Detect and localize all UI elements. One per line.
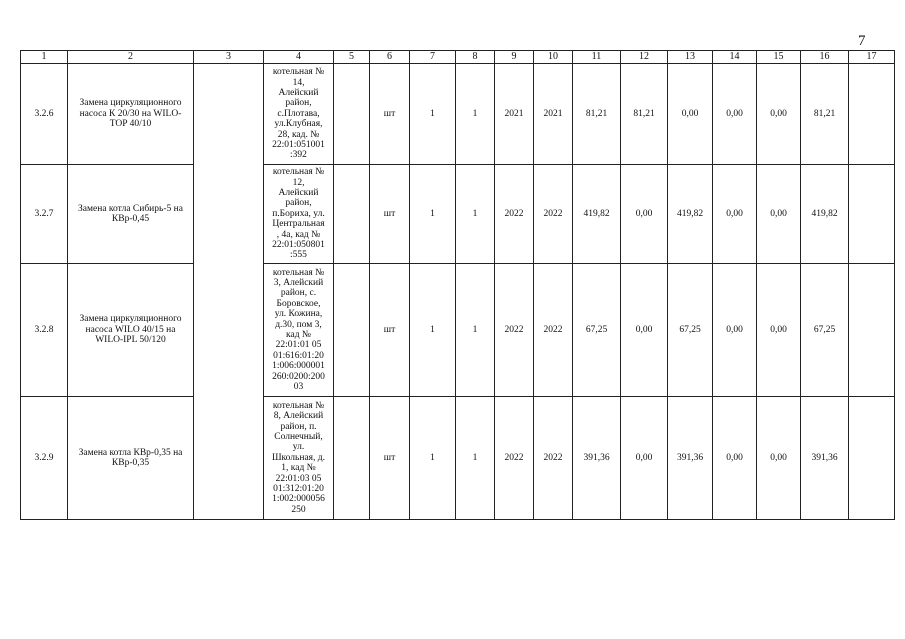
header-cell: 13: [668, 51, 713, 64]
amount-cell: 391,36: [801, 397, 849, 520]
amount-cell: 0,00: [621, 264, 668, 397]
amount-cell: 0,00: [713, 397, 757, 520]
value-cell: 1: [410, 397, 456, 520]
location-line: 1:006:000001: [272, 361, 325, 372]
value-cell: 1: [456, 64, 495, 165]
table-row: [21, 397, 895, 520]
header-cell: 15: [757, 51, 801, 64]
value-cell: 1: [410, 165, 456, 264]
location-line: Солнечный,: [274, 431, 323, 442]
amount-cell: 391,36: [668, 397, 713, 520]
unit-cell: шт: [370, 64, 410, 165]
header-cell: 17: [849, 51, 895, 64]
location-line: 22:01:050801: [272, 240, 325, 251]
location-line: Алейский: [278, 187, 319, 198]
header-cell: 3: [194, 51, 264, 64]
location-line: ул. Кожина,: [274, 309, 323, 320]
header-cell: 5: [334, 51, 370, 64]
header-cell: 10: [534, 51, 573, 64]
column-17-cell: [849, 397, 895, 520]
amount-cell: 67,25: [801, 264, 849, 397]
location-line: 01:616:01:20: [273, 350, 324, 361]
location-line: :555: [290, 250, 307, 261]
item-name: [68, 165, 194, 264]
amount-cell: 0,00: [713, 165, 757, 264]
amount-cell: 0,00: [668, 64, 713, 165]
location-line: 3, Алейский: [273, 277, 324, 288]
location-line: котельная №: [272, 267, 325, 278]
amount-cell: 0,00: [621, 165, 668, 264]
header-cell: 6: [370, 51, 410, 64]
amount-cell: 0,00: [757, 64, 801, 165]
column-17-cell: [849, 264, 895, 397]
location-line: 22:01:051001: [272, 140, 325, 151]
item-code: 3.2.7: [21, 165, 68, 264]
year-cell: 2022: [495, 397, 534, 520]
amount-cell: 419,82: [668, 165, 713, 264]
year-cell: 2021: [495, 64, 534, 165]
item-name-line: Замена циркуляционного: [79, 98, 182, 109]
location-line: котельная №: [272, 67, 325, 78]
location-line: с.Плотава,: [277, 108, 320, 119]
location-line: 14,: [292, 77, 305, 88]
unit-cell: шт: [370, 264, 410, 397]
location-line: 12,: [292, 177, 305, 188]
amount-cell: 391,36: [573, 397, 621, 520]
location-line: 22:01:01 05: [275, 340, 322, 351]
item-name: [68, 64, 194, 165]
value-cell: 1: [456, 165, 495, 264]
location-line: район, с.: [280, 288, 317, 299]
amount-cell: 0,00: [757, 264, 801, 397]
location-line: район,: [285, 98, 312, 109]
year-cell: 2022: [534, 264, 573, 397]
header-cell: 8: [456, 51, 495, 64]
year-cell: 2022: [534, 165, 573, 264]
table-row: [21, 264, 895, 397]
column-17-cell: [849, 64, 895, 165]
header-cell: 16: [801, 51, 849, 64]
item-name: [68, 397, 194, 520]
column-5-cell: [334, 397, 370, 520]
year-cell: 2022: [495, 165, 534, 264]
location-line: Центральная: [272, 219, 325, 230]
year-cell: 2021: [534, 64, 573, 165]
value-cell: 1: [410, 264, 456, 397]
location-line: Школьная, д.: [271, 452, 326, 463]
location-line: :392: [290, 150, 307, 161]
amount-cell: 67,25: [668, 264, 713, 397]
header-cell: 2: [68, 51, 194, 64]
amount-cell: 419,82: [801, 165, 849, 264]
item-name-line: Замена котла Сибирь-5 на: [78, 203, 183, 214]
location-line: д.30, пом 3,: [275, 319, 322, 330]
location-line: Алейский: [278, 87, 319, 98]
item-name-line: WILO-IPL 50/120: [95, 335, 166, 346]
location-line: 28, кад. №: [277, 129, 320, 140]
amount-cell: 0,00: [713, 64, 757, 165]
location-line: котельная №: [272, 167, 325, 178]
amount-cell: 0,00: [713, 264, 757, 397]
location-line: кад №: [286, 330, 311, 340]
header-cell: 4: [264, 51, 334, 64]
value-cell: 1: [410, 64, 456, 165]
amount-cell: 419,82: [573, 165, 621, 264]
column-3-cell: [194, 64, 264, 520]
header-cell: 9: [495, 51, 534, 64]
location-line: 01:312:01:20: [273, 484, 324, 495]
column-5-cell: [334, 165, 370, 264]
item-code: 3.2.6: [21, 64, 68, 165]
location-line: 22:01:03 05: [275, 473, 322, 484]
item-name-line: Замена котла КВр-0,35 на: [78, 447, 183, 458]
item-name-line: КВр-0,45: [111, 214, 150, 224]
item-name-line: TOP 40/10: [109, 119, 152, 130]
item-code: 3.2.9: [21, 397, 68, 520]
header-cell: 12: [621, 51, 668, 64]
item-location: [264, 264, 334, 397]
item-location: [264, 64, 334, 165]
header-row: [21, 51, 895, 64]
location-line: район,: [285, 198, 312, 209]
item-name-line: КВр-0,35: [111, 458, 150, 468]
header-cell: 1: [21, 51, 68, 64]
location-line: п.Бориха, ул.: [272, 208, 325, 219]
column-5-cell: [334, 64, 370, 165]
item-location: [264, 165, 334, 264]
location-line: котельная №: [272, 400, 325, 411]
year-cell: 2022: [495, 264, 534, 397]
item-name-line: насоса К 20/30 на WILO-: [79, 108, 182, 119]
investment-table: [20, 50, 895, 520]
year-cell: 2022: [534, 397, 573, 520]
table-row: [21, 64, 895, 165]
location-line: Боровское,: [276, 298, 321, 309]
amount-cell: 0,00: [757, 397, 801, 520]
location-line: , 4а, кад №: [276, 229, 321, 240]
column-5-cell: [334, 264, 370, 397]
item-name-line: Замена циркуляционного: [79, 314, 182, 325]
amount-cell: 81,21: [621, 64, 668, 165]
location-line: ул.: [292, 442, 305, 453]
location-line: район, п.: [280, 421, 317, 432]
page-number: 7: [858, 33, 866, 49]
location-line: 260:0200:200: [272, 371, 325, 382]
table-row: [21, 165, 895, 264]
column-17-cell: [849, 165, 895, 264]
amount-cell: 0,00: [621, 397, 668, 520]
location-line: 1:002:000056: [272, 494, 325, 505]
amount-cell: 81,21: [573, 64, 621, 165]
header-cell: 7: [410, 51, 456, 64]
item-location: [264, 397, 334, 520]
item-name-line: насоса WILO 40/15 на: [85, 324, 176, 335]
amount-cell: 0,00: [757, 165, 801, 264]
item-code: 3.2.8: [21, 264, 68, 397]
header-cell: 14: [713, 51, 757, 64]
item-name: [68, 264, 194, 397]
value-cell: 1: [456, 264, 495, 397]
value-cell: 1: [456, 397, 495, 520]
amount-cell: 67,25: [573, 264, 621, 397]
unit-cell: шт: [370, 397, 410, 520]
header-cell: 11: [573, 51, 621, 64]
location-line: 250: [291, 504, 306, 515]
location-line: 8, Алейский: [273, 411, 324, 422]
location-line: ул.Клубная,: [274, 119, 323, 130]
amount-cell: 81,21: [801, 64, 849, 165]
location-line: 03: [293, 382, 304, 393]
unit-cell: шт: [370, 165, 410, 264]
location-line: 1, кад №: [281, 463, 316, 474]
